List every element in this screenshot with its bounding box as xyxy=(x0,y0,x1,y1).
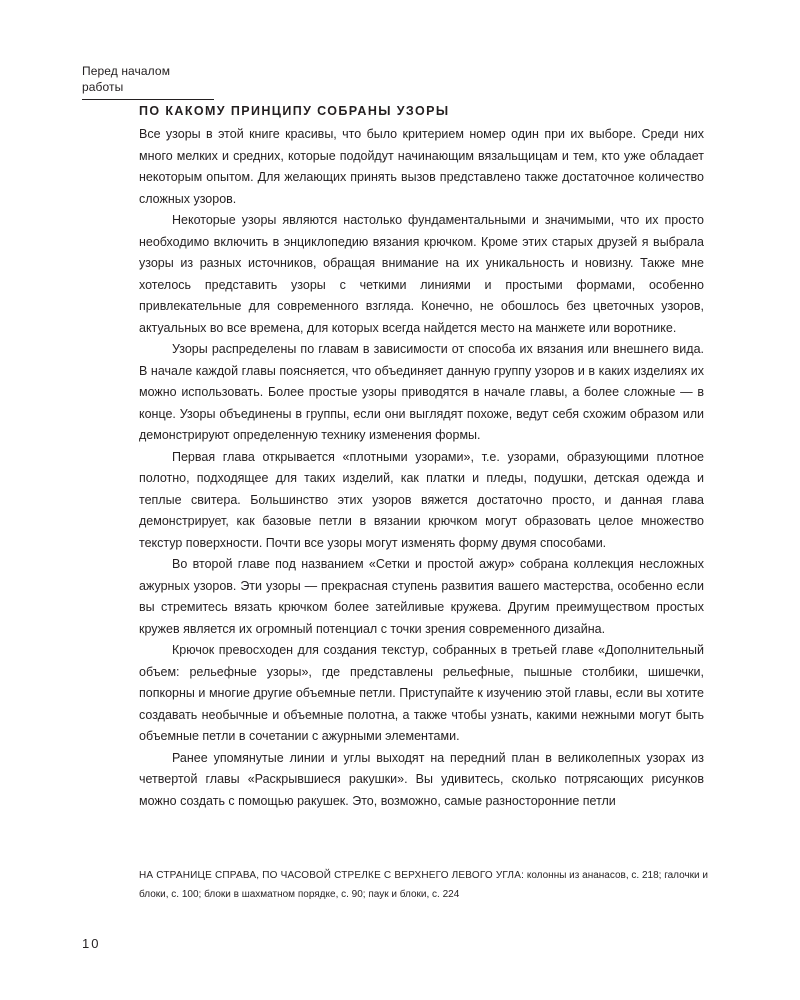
paragraph-chapter-four: Ранее упомянутые линии и углы выходят на передний план в великолепных узорах из четвертой главы «Раскрывшиеся ракушки». Вы удивитесь, сколько потрясающих рисунков можно создать с помощью ракушек. Это, возможно, самые разносторонние петли xyxy=(139,750,704,808)
paragraph-chapter-three: Крючок превосходен для создания текстур, собранных в третьей главе «Дополнительный объем: рельефные узоры», где представлены рельефные, пышные столбики, шишечки, попкорны и многие другие объемные петли. Приступайте к изучению этой главы, если вы хотите создавать необычные и объемные полотна, а также чтобы узнать, какими нежными могут быть объемные петли в сочетании с ажурными элементами. xyxy=(139,643,704,743)
paragraph-fundamental-patterns: Некоторые узоры являются настолько фундаментальными и значимыми, что их просто необходимо включить в энциклопедию вязания крючком. Кроме этих старых друзей я выбрала узоры из разных источников, обращая внимание на их уникальность и новизну. Также мне хотелось представить узоры с четкими линиями и простыми формами, особенно привлекательные для современного взгляда. Конечно, не обошлось без цветочных узоров, актуальных во все времена, для которых всегда найдется место на манжете или воротнике. xyxy=(139,213,704,335)
paragraph-chapter-one: Первая глава открывается «плотными узорами», т.е. узорами, образующими плотное полотно, подходящее для таких изделий, как платки и пледы, подушки, детская одежда и теплые свитера. Большинство этих узоров вяжется достаточно просто, и данная глава демонстрирует, как базовые петли в вязании крючком могут образовать целое множество текстур поверхности. Почти все узоры могут изменять форму двумя способами. xyxy=(139,449,704,550)
paragraph-intro: Все узоры в этой книге красивы, что было критерием номер один при их выборе. Среди них много мелких и средних, которые подойдут начинающим вязальщицам и тем, кто уже обладает некоторым опытом. Для желающих принять вызов представлено также достаточное количество сложных узоров. xyxy=(139,127,704,206)
paragraph-chapter-two: Во второй главе под названием «Сетки и простой ажур» собрана коллекция несложных ажурных узоров. Эти узоры — прекрасная ступень развития вашего мастерства, особенно если вы стремитесь вязать крючком более затейливые кружева. Другим преимуществом простых кружев является их огромный потенциал с точки зрения современного дизайна. xyxy=(139,557,704,636)
paragraph-chapter-organization: Узоры распределены по главам в зависимости от способа их вязания или внешнего вида. В начале каждой главы поясняется, что объединяет данную группу узоров и в каких изделиях их можно использовать. Более простые узоры приводятся в начале главы, а более сложные — в конце. Узоры объединены в группы, если они выглядят похоже, ведут себя схожим образом или демонстрируют определенную технику изменения формы. xyxy=(139,342,704,442)
caption-lead: НА СТРАНИЦЕ СПРАВА, ПО ЧАСОВОЙ СТРЕЛКЕ С ВЕРХНЕГО ЛЕВОГО УГЛА: xyxy=(139,870,525,881)
page-number: 10 xyxy=(82,936,101,951)
running-header: Перед началом работы xyxy=(82,63,214,100)
section-title: ПО КАКОМУ ПРИНЦИПУ СОБРАНЫ УЗОРЫ xyxy=(139,104,450,118)
caption-text: колонны из ананасов, с. 218; галочки и блоки, с. 100; блоки в шахматном порядке, с. 90; паук и блоки, с. 224 xyxy=(139,870,709,900)
article-body xyxy=(139,104,704,812)
photo-caption xyxy=(139,866,709,904)
